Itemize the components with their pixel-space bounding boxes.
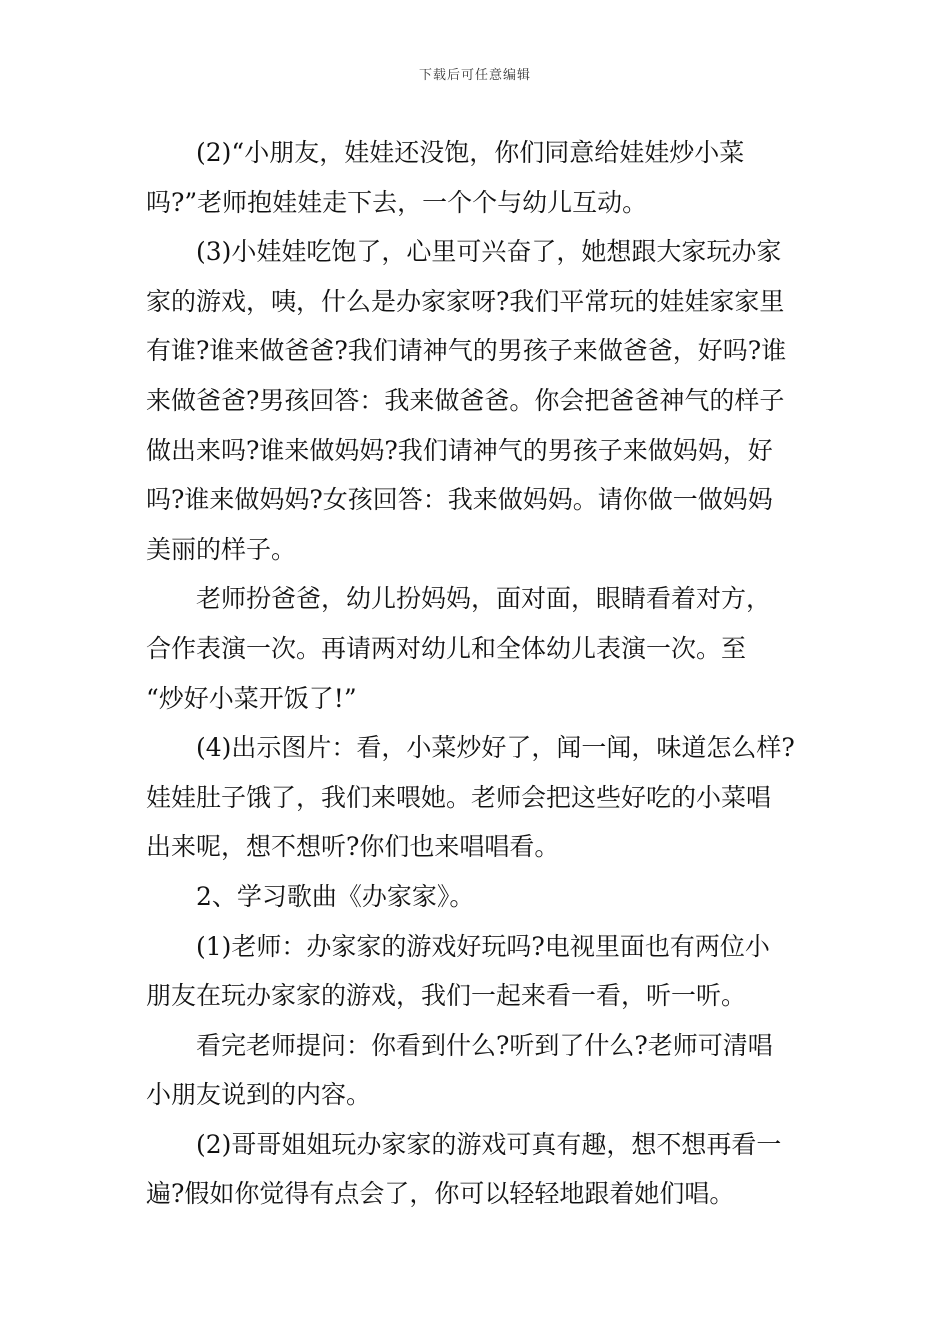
paragraph-line: 老师扮爸爸，幼儿扮妈妈，面对面，眼睛看着对方， <box>196 584 772 614</box>
document-body <box>146 128 836 1219</box>
paragraph-line: 美丽的样子。 <box>146 534 297 564</box>
paragraph-line: 看完老师提问：你看到什么?听到了什么?老师可清唱 <box>196 1030 773 1060</box>
paragraph-4 <box>146 723 836 872</box>
paragraph-line: 小朋友说到的内容。 <box>146 1080 372 1110</box>
paragraph-6 <box>146 1021 836 1120</box>
paragraph-line: 合作表演一次。再请两对幼儿和全体幼儿表演一次。至 <box>146 633 747 663</box>
paragraph-line: 做出来吗?谁来做妈妈?我们请神气的男孩子来做妈妈，好 <box>146 435 773 465</box>
paragraph-line: 遍?假如你觉得有点会了，你可以轻轻地跟着她们唱。 <box>146 1179 735 1209</box>
paragraph-2 <box>146 227 836 574</box>
paragraph-line: (2)哥哥姐姐玩办家家的游戏可真有趣，想不想再看一 <box>196 1129 782 1159</box>
paragraph-line: 家的游戏，咦，什么是办家家呀?我们平常玩的娃娃家家里 <box>146 286 785 316</box>
paragraph-3 <box>146 574 836 723</box>
paragraph-line: 2、学习歌曲《办家家》。 <box>196 881 475 911</box>
paragraph-line: 来做爸爸?男孩回答：我来做爸爸。你会把爸爸神气的样子 <box>146 385 785 415</box>
section-heading <box>146 872 836 922</box>
paragraph-1 <box>146 128 836 227</box>
paragraph-line: “炒好小菜开饭了!” <box>146 683 357 713</box>
paragraph-line: (2)“小朋友，娃娃还没饱，你们同意给娃娃炒小菜 <box>196 138 745 167</box>
paragraph-line: 有谁?谁来做爸爸?我们请神气的男孩子来做爸爸，好吗?谁 <box>146 336 787 366</box>
paragraph-5 <box>146 922 836 1021</box>
paragraph-line: (4)出示图片：看，小菜炒好了，闻一闻，味道怎么样? <box>196 733 795 763</box>
paragraph-line: 吗?”老师抱娃娃走下去，一个个与幼儿互动。 <box>146 187 648 217</box>
paragraph-line: 娃娃肚子饿了，我们来喂她。老师会把这些好吃的小菜唱 <box>146 782 772 812</box>
paragraph-line: 出来呢，想不想听?你们也来唱唱看。 <box>146 832 560 862</box>
paragraph-line: 吗?谁来做妈妈?女孩回答：我来做妈妈。请你做一做妈妈 <box>146 485 773 515</box>
paragraph-7 <box>146 1120 836 1219</box>
paragraph-line: (3)小娃娃吃饱了，心里可兴奋了，她想跟大家玩办家 <box>196 237 782 267</box>
page-header: 下载后可任意编辑 <box>418 68 531 83</box>
paragraph-line: (1)老师：办家家的游戏好玩吗?电视里面也有两位小 <box>196 931 770 961</box>
paragraph-line: 朋友在玩办家家的游戏，我们一起来看一看，听一听。 <box>146 981 747 1011</box>
